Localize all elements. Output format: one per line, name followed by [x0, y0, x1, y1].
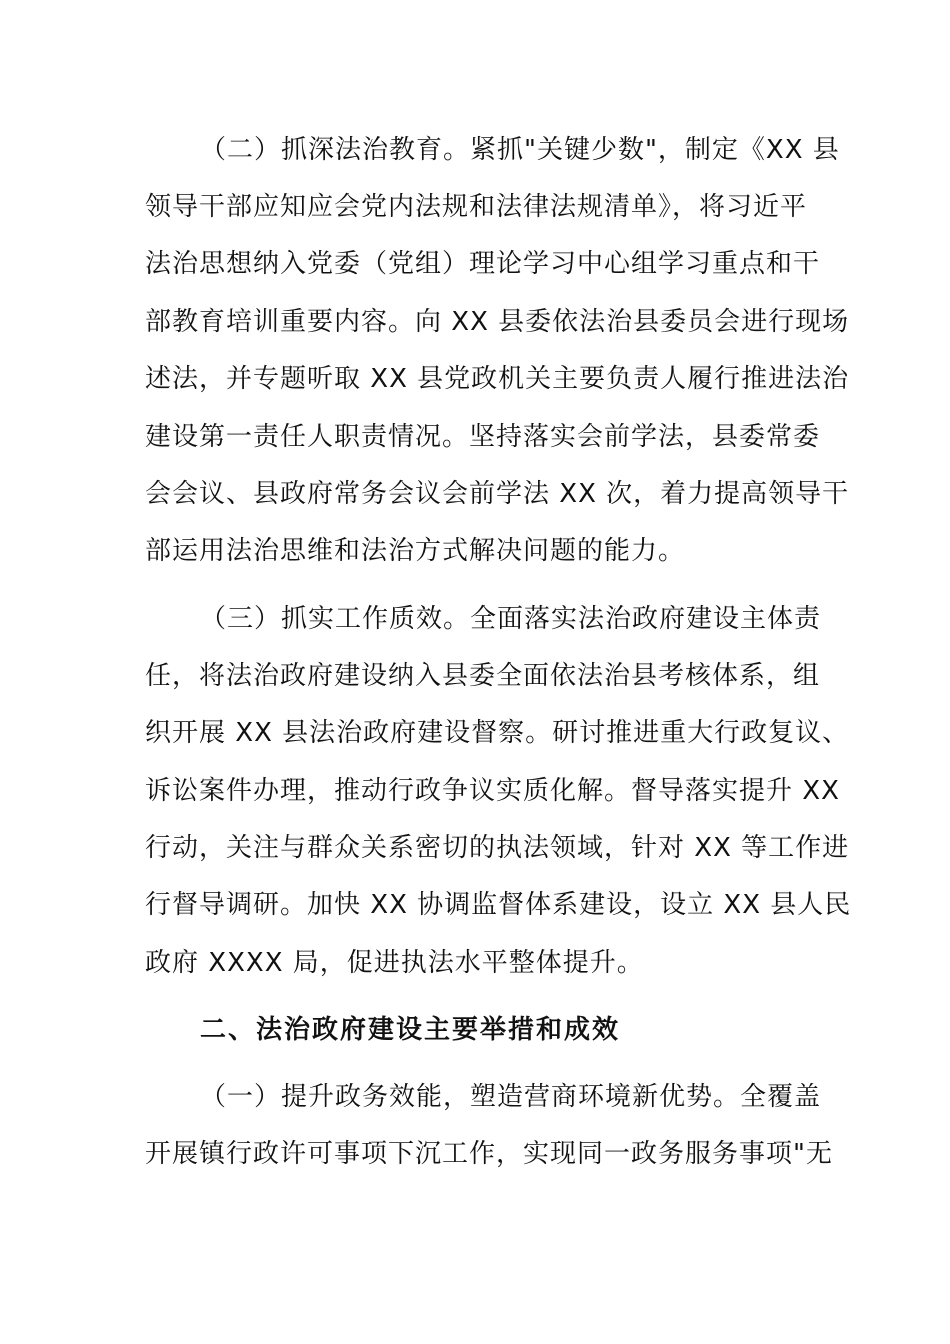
- paragraph-2-line-3: 法治思想纳入党委（党组）理论学习中心组学习重点和干: [145, 249, 821, 279]
- paragraph-2-line-2: 领导干部应知应会党内法规和法律法规清单》，将习近平: [145, 192, 808, 222]
- paragraph-2-line-8: 部运用法治思维和法治方式解决问题的能力。: [145, 536, 686, 566]
- section-heading: 二、法治政府建设主要举措和成效: [200, 1015, 621, 1045]
- paragraph-3-line-3: 织开展 XX 县法治政府建设督察。研讨推进重大行政复议、: [145, 718, 850, 748]
- paragraph-3-line-1: （三）抓实工作质效。全面落实法治政府建设主体责: [200, 604, 822, 634]
- paragraph-3-line-2: 任，将法治政府建设纳入县委全面依法治县考核体系，组: [145, 661, 821, 691]
- paragraph-2-line-1: （二）抓深法治教育。紧抓"关键少数"，制定《XX 县: [200, 135, 840, 165]
- paragraph-2-line-7: 会会议、县政府常务会议会前学法 XX 次，着力提高领导干: [145, 479, 850, 509]
- paragraph-3-line-6: 行督导调研。加快 XX 协调监督体系建设，设立 XX 县人民: [145, 890, 852, 920]
- paragraph-3-line-4: 诉讼案件办理，推动行政争议实质化解。督导落实提升 XX: [145, 776, 840, 806]
- paragraph-4-line-2: 开展镇行政许可事项下沉工作，实现同一政务服务事项"无: [145, 1139, 833, 1169]
- paragraph-3-line-5: 行动，关注与群众关系密切的执法领域，针对 XX 等工作进: [145, 833, 850, 863]
- paragraph-2-line-4: 部教育培训重要内容。向 XX 县委依法治县委员会进行现场: [145, 307, 850, 337]
- paragraph-2-line-5: 述法，并专题听取 XX 县党政机关主要负责人履行推进法治: [145, 364, 850, 394]
- paragraph-4-line-1: （一）提升政务效能，塑造营商环境新优势。全覆盖: [200, 1082, 822, 1112]
- paragraph-3-line-7: 政府 XXXX 局，促进执法水平整体提升。: [145, 948, 644, 978]
- paragraph-2-line-6: 建设第一责任人职责情况。坚持落实会前学法，县委常委: [145, 422, 821, 452]
